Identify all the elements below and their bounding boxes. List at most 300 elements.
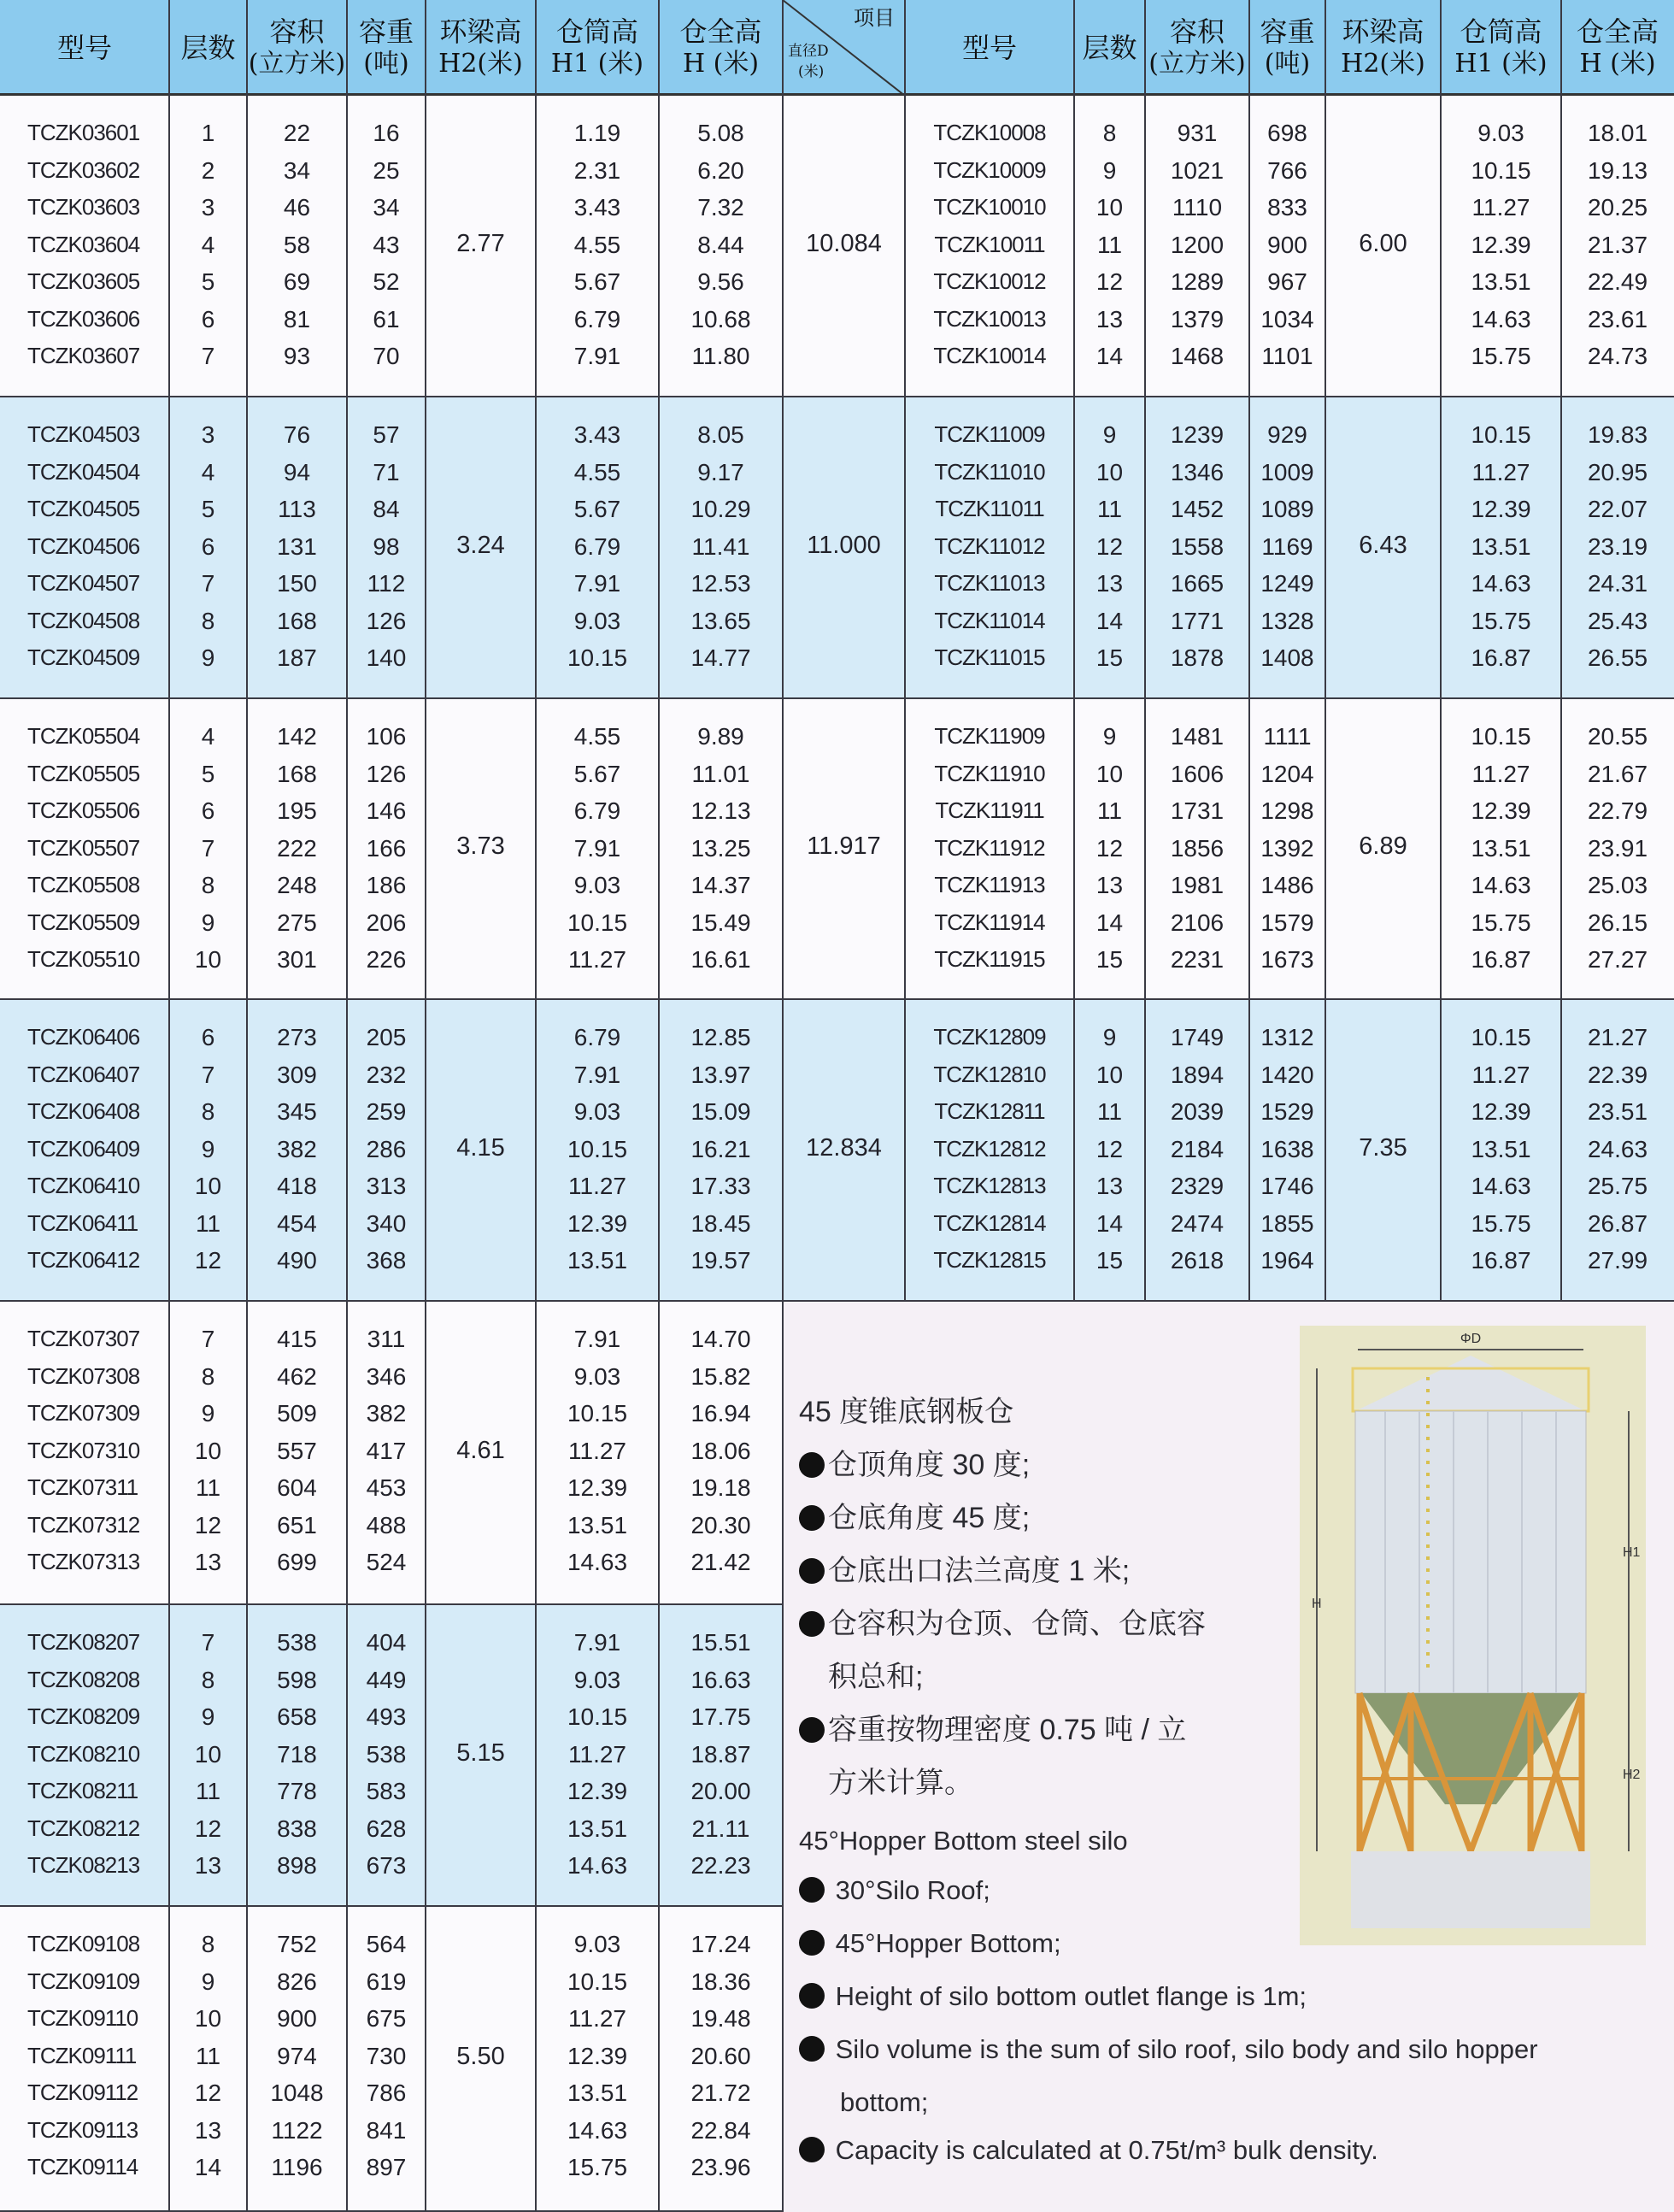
model-number: TCZK06410 [27, 1173, 140, 1198]
volume: 1856 [1170, 834, 1225, 862]
en-item: Capacity is calculated at 0.75t/m³ bulk density. [799, 2135, 1378, 2166]
total-height: 20.55 [1587, 723, 1648, 750]
en-item-cont: bottom; [840, 2087, 929, 2117]
model-number: TCZK03601 [27, 120, 140, 145]
total-height: 18.06 [690, 1437, 751, 1464]
layer-count: 11 [1096, 797, 1123, 824]
header-cell [1145, 0, 1249, 96]
body-height: 3.43 [573, 421, 621, 448]
body-height: 13.51 [1471, 834, 1531, 862]
volume: 1452 [1170, 496, 1225, 522]
volume: 604 [277, 1474, 317, 1501]
total-height: 21.67 [1587, 760, 1648, 787]
weight: 71 [373, 458, 400, 485]
volume: 415 [277, 1326, 317, 1352]
total-height: 25.75 [1587, 1173, 1648, 1199]
total-height: 23.61 [1587, 305, 1648, 332]
total-height: 19.57 [690, 1247, 751, 1274]
total-height: 20.25 [1587, 194, 1648, 221]
total-height: 12.85 [690, 1024, 751, 1050]
diameter-unit: (米) [798, 63, 825, 80]
layer-count: 10 [1095, 760, 1124, 787]
layer-count: 5 [201, 268, 215, 295]
model-number: TCZK10013 [933, 305, 1046, 332]
layer-count: 7 [201, 570, 215, 597]
model-number: TCZK10011 [934, 231, 1045, 257]
model-number: TCZK07310 [27, 1437, 140, 1463]
body-height: 4.55 [573, 231, 621, 258]
column-divider [535, 0, 537, 2212]
header-label: 层数 [1082, 32, 1137, 64]
header-cell [905, 0, 1074, 96]
volume: 2231 [1170, 946, 1225, 973]
table-header [0, 0, 1674, 96]
model-number: TCZK09109 [27, 1968, 140, 1994]
model-number: TCZK11009 [934, 421, 1045, 447]
body-height: 1.19 [573, 120, 621, 146]
layer-count: 13 [1095, 1173, 1124, 1199]
volume: 2474 [1170, 1209, 1225, 1237]
en-item: 30°Silo Roof; [799, 1875, 990, 1906]
header-cell [347, 0, 426, 96]
ring-beam-height: 6.43 [1359, 531, 1407, 559]
weight: 1746 [1260, 1173, 1314, 1199]
layer-count: 3 [201, 421, 215, 448]
weight: 1111 [1263, 723, 1312, 750]
layer-count: 13 [1095, 305, 1124, 332]
model-number: TCZK06412 [27, 1247, 140, 1273]
model-number: TCZK05504 [27, 723, 140, 749]
header-label: 容积 [269, 15, 325, 48]
model-number: TCZK07312 [27, 1511, 140, 1538]
body-height: 6.79 [573, 532, 621, 560]
layer-count: 4 [201, 723, 215, 750]
total-height: 23.19 [1587, 532, 1648, 560]
total-height: 22.07 [1587, 496, 1648, 522]
body-height: 16.87 [1471, 644, 1531, 671]
total-height: 12.53 [690, 570, 751, 597]
model-number: TCZK06407 [27, 1061, 140, 1087]
ring-beam-height: 5.15 [456, 1738, 505, 1767]
volume: 2618 [1170, 1247, 1225, 1274]
volume: 2106 [1170, 909, 1225, 936]
weight: 16 [373, 120, 400, 146]
header-cell [659, 0, 783, 96]
weight: 25 [373, 156, 400, 184]
layer-count: 10 [194, 2005, 222, 2032]
body-height: 12.39 [567, 1778, 628, 1804]
model-number: TCZK04504 [27, 458, 140, 485]
volume: 2329 [1170, 1173, 1225, 1199]
body-height: 4.55 [573, 458, 621, 485]
layer-count: 9 [201, 1968, 215, 1995]
weight: 382 [366, 1400, 407, 1427]
weight: 524 [366, 1549, 407, 1575]
column-divider [1325, 0, 1326, 1302]
model-number: TCZK12812 [933, 1135, 1046, 1162]
layer-count: 12 [1095, 532, 1124, 560]
body-height: 11.27 [568, 1173, 626, 1199]
bullet-icon [799, 2137, 825, 2162]
body-height: 9.03 [573, 1666, 621, 1693]
header-label: 型号 [961, 32, 1017, 64]
body-height: 3.43 [573, 194, 621, 221]
header-diameter-cell [783, 0, 905, 96]
weight: 206 [366, 909, 407, 936]
body-height: 11.27 [568, 2005, 626, 2032]
total-height: 21.72 [690, 2080, 751, 2106]
layer-count: 8 [201, 1931, 215, 1957]
layer-count: 3 [201, 194, 215, 221]
weight: 1298 [1260, 797, 1314, 824]
body-height: 15.75 [567, 2154, 628, 2180]
weight: 900 [1267, 231, 1307, 258]
body-height: 13.51 [567, 1247, 628, 1274]
bullet-icon [799, 2036, 825, 2062]
header-unit: H1 (米) [1454, 49, 1548, 79]
total-height: 8.05 [697, 421, 744, 448]
volume: 168 [277, 760, 317, 787]
volume: 46 [283, 194, 311, 221]
weight: 1034 [1260, 305, 1314, 332]
model-number: TCZK07307 [27, 1326, 140, 1351]
weight: 786 [366, 2080, 407, 2106]
weight: 313 [366, 1173, 407, 1199]
total-height: 18.36 [690, 1968, 751, 1995]
layer-count: 12 [194, 1815, 222, 1842]
volume: 1468 [1170, 343, 1225, 369]
layer-count: 12 [194, 1511, 222, 1538]
volume: 838 [277, 1815, 317, 1842]
total-height: 21.42 [690, 1549, 751, 1575]
model-number: TCZK05508 [27, 872, 140, 897]
volume: 1200 [1170, 231, 1225, 258]
body-height: 10.15 [1471, 723, 1531, 750]
column-divider [246, 0, 248, 2212]
volume: 1481 [1170, 723, 1225, 750]
total-height: 23.96 [690, 2154, 751, 2180]
weight: 1529 [1260, 1098, 1314, 1125]
body-height: 12.39 [1471, 231, 1531, 258]
weight: 84 [373, 496, 400, 522]
volume: 778 [277, 1778, 317, 1804]
body-height: 7.91 [573, 834, 621, 862]
silo-foundation [1351, 1851, 1590, 1928]
body-height: 11.27 [568, 1437, 626, 1464]
layer-count: 10 [1095, 458, 1124, 485]
column-divider [904, 0, 906, 1302]
model-number: TCZK04505 [27, 496, 140, 521]
model-number: TCZK11013 [934, 570, 1045, 596]
column-divider [1073, 0, 1075, 1302]
model-number: TCZK06408 [27, 1098, 140, 1124]
en-item: Height of silo bottom outlet flange is 1m; [799, 1981, 1307, 2012]
layer-count: 7 [201, 343, 215, 369]
volume: 900 [277, 2005, 317, 2032]
layer-count: 9 [201, 1400, 215, 1427]
layer-count: 4 [201, 458, 215, 485]
bullet-icon [799, 1452, 825, 1478]
layer-count: 13 [1095, 872, 1124, 898]
model-number: TCZK04508 [27, 607, 140, 633]
layer-count: 12 [194, 2080, 222, 2106]
layer-count: 15 [1095, 644, 1124, 671]
column-divider [658, 0, 660, 2212]
volume: 826 [277, 1968, 317, 1995]
layer-count: 10 [1095, 1061, 1124, 1088]
model-number: TCZK12813 [933, 1173, 1046, 1198]
weight: 488 [366, 1511, 407, 1538]
volume: 382 [277, 1135, 317, 1162]
volume: 2184 [1170, 1135, 1225, 1162]
total-height: 13.25 [690, 834, 751, 862]
header-unit: (吨) [1264, 49, 1311, 79]
body-height: 14.63 [567, 1852, 628, 1879]
volume: 1379 [1170, 305, 1225, 332]
total-height: 24.31 [1587, 570, 1648, 597]
body-height: 7.91 [573, 1326, 621, 1352]
layer-count: 8 [201, 607, 215, 634]
body-height: 9.03 [573, 1098, 621, 1125]
model-number: TCZK11911 [935, 797, 1044, 823]
column-divider [168, 0, 170, 2212]
body-height: 12.39 [1471, 1098, 1531, 1125]
body-height: 9.03 [573, 1931, 621, 1957]
model-number: TCZK04506 [27, 532, 140, 559]
layer-count: 12 [1095, 268, 1124, 295]
body-height: 13.51 [1471, 532, 1531, 560]
column-divider [1560, 0, 1562, 1302]
weight: 1964 [1260, 1247, 1314, 1274]
layer-count: 8 [201, 1362, 215, 1390]
volume: 150 [277, 570, 317, 597]
column-divider [425, 0, 426, 2212]
total-height: 25.03 [1587, 872, 1648, 898]
volume: 658 [277, 1703, 317, 1730]
body-height: 14.63 [1471, 1173, 1531, 1199]
volume: 195 [277, 797, 317, 824]
total-height: 18.01 [1587, 120, 1648, 146]
volume: 752 [277, 1931, 317, 1957]
volume: 93 [283, 343, 311, 369]
volume: 418 [277, 1173, 317, 1199]
total-height: 15.49 [690, 909, 751, 936]
model-number: TCZK11012 [934, 532, 1045, 559]
weight: 730 [366, 2042, 407, 2069]
item-label: 项目 [854, 6, 895, 30]
weight: 897 [366, 2154, 407, 2180]
volume: 651 [277, 1511, 317, 1538]
column-divider [1144, 0, 1146, 1302]
total-height: 20.00 [690, 1778, 751, 1804]
body-height: 16.87 [1471, 946, 1531, 973]
weight: 126 [366, 607, 407, 634]
volume: 248 [277, 872, 317, 898]
model-number: TCZK08210 [27, 1740, 140, 1767]
header-unit: H2(米) [1341, 49, 1425, 79]
layer-count: 6 [201, 532, 215, 560]
cn-item-cont: 积总和; [828, 1661, 924, 1693]
weight: 453 [366, 1474, 407, 1501]
volume: 1122 [271, 2116, 323, 2144]
total-height: 13.65 [690, 607, 751, 634]
model-number: TCZK10010 [933, 194, 1046, 220]
body-height: 11.27 [568, 1740, 626, 1768]
diameter-value: 11.000 [807, 531, 881, 559]
bullet-icon [799, 1930, 825, 1956]
volume: 1048 [270, 2080, 324, 2106]
total-height: 22.84 [690, 2116, 751, 2144]
header-cell [169, 0, 247, 96]
total-height: 5.08 [697, 120, 744, 146]
total-height: 14.37 [690, 872, 751, 898]
total-height: 16.94 [690, 1400, 751, 1427]
model-number: TCZK07308 [27, 1362, 140, 1389]
volume: 1771 [1170, 607, 1225, 634]
total-height: 15.51 [690, 1629, 751, 1656]
model-number: TCZK07313 [27, 1549, 140, 1574]
body-height: 13.51 [1471, 1135, 1531, 1162]
body-height: 9.03 [573, 872, 621, 898]
total-height: 8.44 [697, 231, 744, 258]
layer-count: 5 [201, 496, 215, 522]
model-number: TCZK11011 [935, 496, 1044, 521]
ring-beam-height: 3.24 [456, 531, 505, 559]
body-height: 10.15 [567, 644, 628, 671]
total-height: 15.09 [690, 1098, 751, 1125]
total-height: 6.20 [697, 156, 744, 184]
total-height: 21.11 [691, 1815, 750, 1842]
body-height: 13.51 [567, 1815, 628, 1842]
cn-item: 容重按物理密度 0.75 吨 / 立 [799, 1706, 1186, 1748]
ring-beam-height: 6.89 [1359, 832, 1407, 860]
total-height: 27.27 [1587, 946, 1648, 973]
body-height: 5.67 [573, 496, 621, 522]
layer-count: 10 [194, 946, 222, 973]
total-height: 15.82 [690, 1362, 751, 1390]
weight: 70 [373, 343, 400, 369]
header-label: 环梁高 [1342, 15, 1424, 48]
model-number: TCZK06406 [27, 1024, 140, 1050]
cn-item: 仓底角度 45 度; [799, 1494, 1030, 1536]
silo-body [1355, 1411, 1586, 1693]
body-height: 10.15 [1471, 421, 1531, 448]
total-height: 22.79 [1587, 797, 1648, 824]
bullet-icon [799, 1558, 825, 1584]
body-height: 14.63 [567, 1549, 628, 1575]
total-height: 22.39 [1587, 1061, 1648, 1088]
body-height: 9.03 [1477, 120, 1524, 146]
diameter-value: 10.084 [806, 229, 882, 257]
layer-count: 6 [201, 1024, 215, 1050]
header-label: 仓筒高 [1460, 15, 1542, 48]
total-height: 19.83 [1587, 421, 1648, 448]
column-divider [1440, 0, 1442, 1302]
total-height: 23.51 [1587, 1098, 1648, 1125]
header-cell [247, 0, 347, 96]
header-label: 环梁高 [439, 15, 522, 48]
body-height: 11.27 [1471, 1061, 1530, 1088]
model-number: TCZK09110 [27, 2005, 138, 2031]
total-height: 22.23 [690, 1852, 751, 1879]
layer-count: 10 [194, 1173, 222, 1199]
total-height: 21.37 [1587, 231, 1648, 258]
model-number: TCZK11912 [934, 834, 1045, 861]
model-number: TCZK03606 [27, 305, 140, 332]
header-cell [1561, 0, 1674, 96]
layer-count: 14 [1095, 343, 1124, 369]
weight: 1486 [1260, 872, 1314, 898]
layer-count: 11 [1096, 1098, 1123, 1125]
weight: 1312 [1260, 1024, 1314, 1050]
ring-beam-height: 6.00 [1359, 229, 1407, 257]
weight: 493 [366, 1703, 407, 1730]
total-height: 24.73 [1587, 343, 1648, 369]
layer-count: 14 [1095, 607, 1124, 634]
volume: 1606 [1170, 760, 1225, 787]
body-height: 5.67 [573, 760, 621, 787]
volume: 94 [283, 458, 311, 485]
header-unit: (立方米) [1148, 49, 1246, 79]
model-number: TCZK05507 [27, 834, 140, 861]
weight: 1673 [1260, 946, 1314, 973]
model-number: TCZK04509 [27, 644, 140, 670]
weight: 186 [366, 872, 407, 898]
volume: 1021 [1170, 156, 1225, 184]
layer-count: 9 [1102, 156, 1117, 184]
layer-count: 11 [1096, 496, 1123, 522]
volume: 58 [283, 231, 311, 258]
weight: 1009 [1260, 458, 1314, 485]
header-unit: H (米) [682, 49, 760, 79]
total-height: 13.97 [690, 1061, 751, 1088]
body-height: 14.63 [1471, 570, 1531, 597]
model-number: TCZK07311 [27, 1474, 138, 1500]
body-height: 12.39 [567, 2042, 628, 2069]
layer-count: 6 [201, 797, 215, 824]
total-height: 24.63 [1587, 1135, 1648, 1162]
volume: 1665 [1170, 570, 1225, 597]
volume: 22 [283, 120, 311, 146]
model-number: TCZK11010 [934, 458, 1045, 485]
total-height: 7.32 [697, 194, 744, 221]
body-height: 15.75 [1471, 607, 1531, 634]
model-number: TCZK12810 [933, 1061, 1046, 1087]
model-number: TCZK05510 [27, 946, 140, 972]
layer-count: 7 [201, 1061, 215, 1088]
volume: 718 [277, 1740, 317, 1768]
volume: 1878 [1170, 644, 1225, 671]
layer-count: 8 [201, 1666, 215, 1693]
layer-count: 10 [1095, 194, 1124, 221]
header-unit: H1 (米) [550, 49, 644, 79]
cn-item: 仓顶角度 30 度; [799, 1441, 1030, 1483]
model-number: TCZK11913 [934, 872, 1045, 897]
layer-count: 9 [1102, 1024, 1117, 1050]
body-height: 7.91 [573, 1061, 621, 1088]
layer-count: 7 [201, 1629, 215, 1656]
bullet-icon [799, 1505, 825, 1531]
header-cell [1074, 0, 1145, 96]
total-height: 16.63 [690, 1666, 751, 1693]
weight: 417 [366, 1437, 407, 1464]
header-unit: (立方米) [248, 49, 346, 79]
header-cell [536, 0, 659, 96]
layer-count: 12 [1095, 834, 1124, 862]
header-label: 层数 [180, 32, 236, 64]
total-height: 26.15 [1587, 909, 1648, 936]
layer-count: 9 [1102, 723, 1117, 750]
